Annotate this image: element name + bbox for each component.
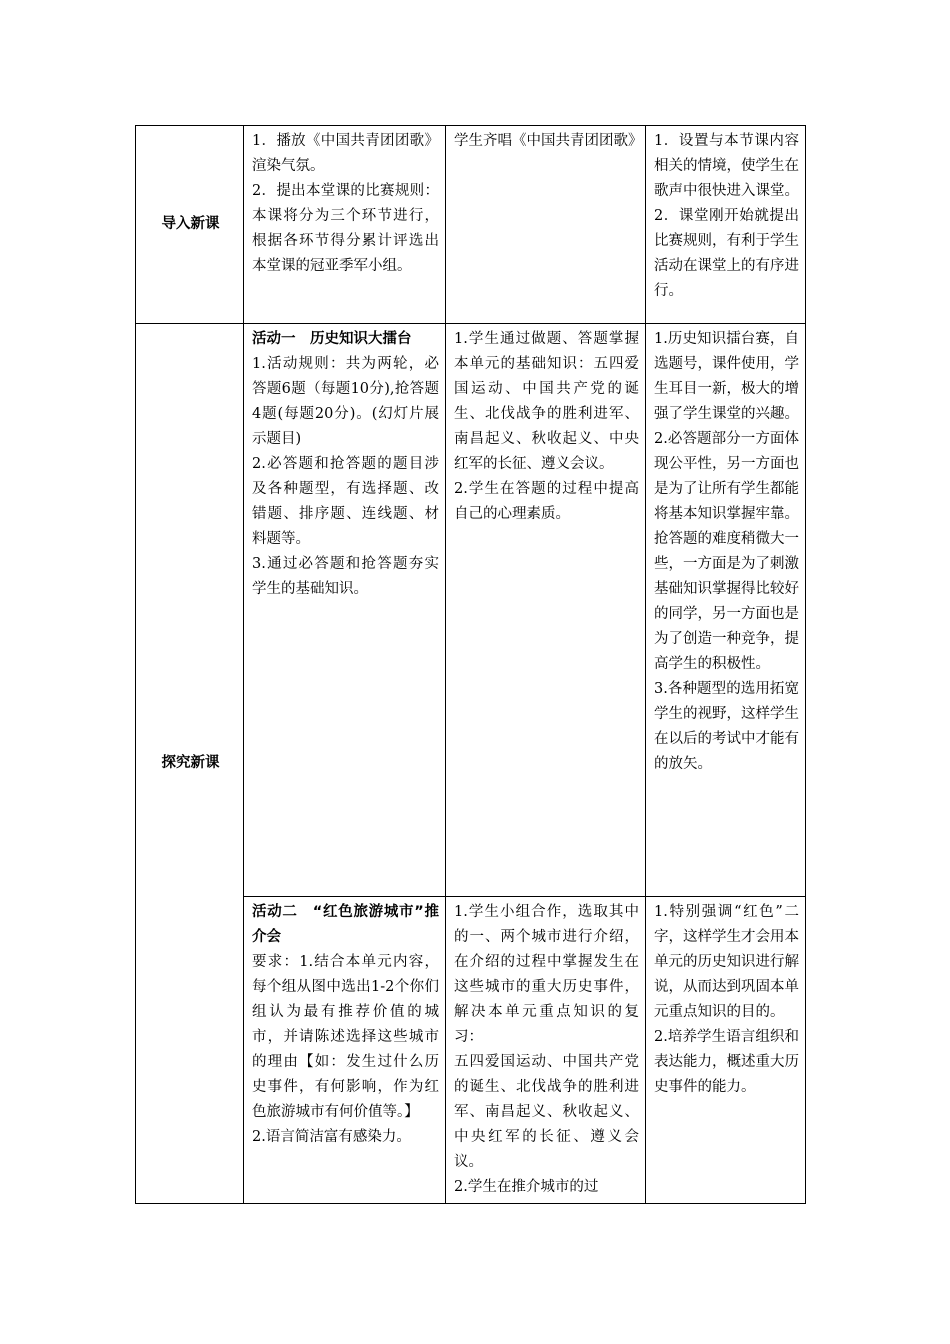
intent-cell: [646, 324, 806, 897]
table-row-intro: [136, 126, 806, 324]
intent-text: 2.培养学生语言组织和表达能力，概述重大历史事件的能力。: [654, 1029, 799, 1095]
teacher-text: 要求：1.结合本单元内容，每个组从图中选出1-2个你们组认为最有推荐价值的城市，并请陈述选择这些城市的理由【如：发生过什么历史事件，有何影响，作为红色旅游城市有何价值等。】: [252, 954, 439, 1120]
teacher-cell: [244, 324, 446, 897]
teacher-cell: [244, 897, 446, 1204]
teacher-text: 2．提出本堂课的比赛规则：本课将分为三个环节进行，根据各环节得分累计评选出本堂课的冠亚季军小组。: [252, 183, 439, 274]
student-text: 1.学生小组合作，选取其中的一、两个城市进行介绍，在介绍的过程中掌握发生在这些城市的重大历史事件，解决本单元重点知识的复习：: [454, 904, 639, 1045]
student-cell: [446, 324, 646, 897]
teacher-text: 2.必答题和抢答题的题目涉及各种题型，有选择题、改错题、排序题、连线题、材料题等。: [252, 456, 439, 547]
teacher-cell: [244, 126, 446, 324]
stage-intro: 导入新课: [136, 126, 244, 324]
stage-explore: 探究新课: [136, 324, 244, 1204]
teacher-text: 2.语言简洁富有感染力。: [252, 1129, 411, 1145]
intent-cell: [646, 897, 806, 1204]
table-row-activity-1: [136, 324, 806, 897]
lesson-plan-table: [135, 125, 806, 1204]
student-text: 五四爱国运动、中国共产党的诞生、北伐战争的胜利进军、南昌起义、秋收起义、中央红军的长征、遵义会议。: [454, 1054, 639, 1170]
teacher-text: 1.活动规则：共为两轮，必答题6题（每题10分),抢答题4题(每题20分)。(幻灯片展示题目): [252, 356, 439, 447]
intent-cell: [646, 126, 806, 324]
student-text: 1.学生通过做题、答题掌握本单元的基础知识：五四爱国运动、中国共产党的诞生、北伐战争的胜利进军、南昌起义、秋收起义、中央红军的长征、遵义会议。: [454, 331, 639, 472]
student-cell: [446, 126, 646, 324]
intent-text: 2.必答题部分一方面体现公平性，另一方面也是为了让所有学生都能将基本知识掌握牢靠。抢答题的难度稍微大一些，一方面是为了刺激基础知识掌握得比较好的同学，另一方面也是为了创造一种竞争，提高学生的积极性。: [654, 431, 799, 672]
student-cell: [446, 897, 646, 1204]
intent-text: 1.历史知识擂台赛，自选题号，课件使用，学生耳目一新，极大的增强了学生课堂的兴趣。: [654, 331, 799, 422]
student-text: 学生齐唱《中国共青团团歌》: [454, 133, 643, 149]
teacher-text: 3.通过必答题和抢答题夯实学生的基础知识。: [252, 556, 439, 597]
intent-text: 2．课堂刚开始就提出比赛规则，有利于学生活动在课堂上的有序进行。: [654, 208, 799, 299]
activity-title: 活动一 历史知识大擂台: [252, 331, 412, 347]
teacher-text: 1．播放《中国共青团团歌》渲染气氛。: [252, 133, 439, 174]
intent-text: 1.特别强调“红色”二字，这样学生才会用本单元的历史知识进行解说，从而达到巩固本单元重点知识的目的。: [654, 904, 799, 1020]
student-text: 2.学生在答题的过程中提高自己的心理素质。: [454, 481, 639, 522]
student-text: 2.学生在推介城市的过: [454, 1179, 599, 1195]
intent-text: 1．设置与本节课内容相关的情境，使学生在歌声中很快进入课堂。: [654, 133, 799, 199]
activity-title: 活动二 “红色旅游城市”推介会: [252, 904, 439, 945]
intent-text: 3.各种题型的选用拓宽学生的视野，这样学生在以后的考试中才能有的放矢。: [654, 681, 799, 772]
